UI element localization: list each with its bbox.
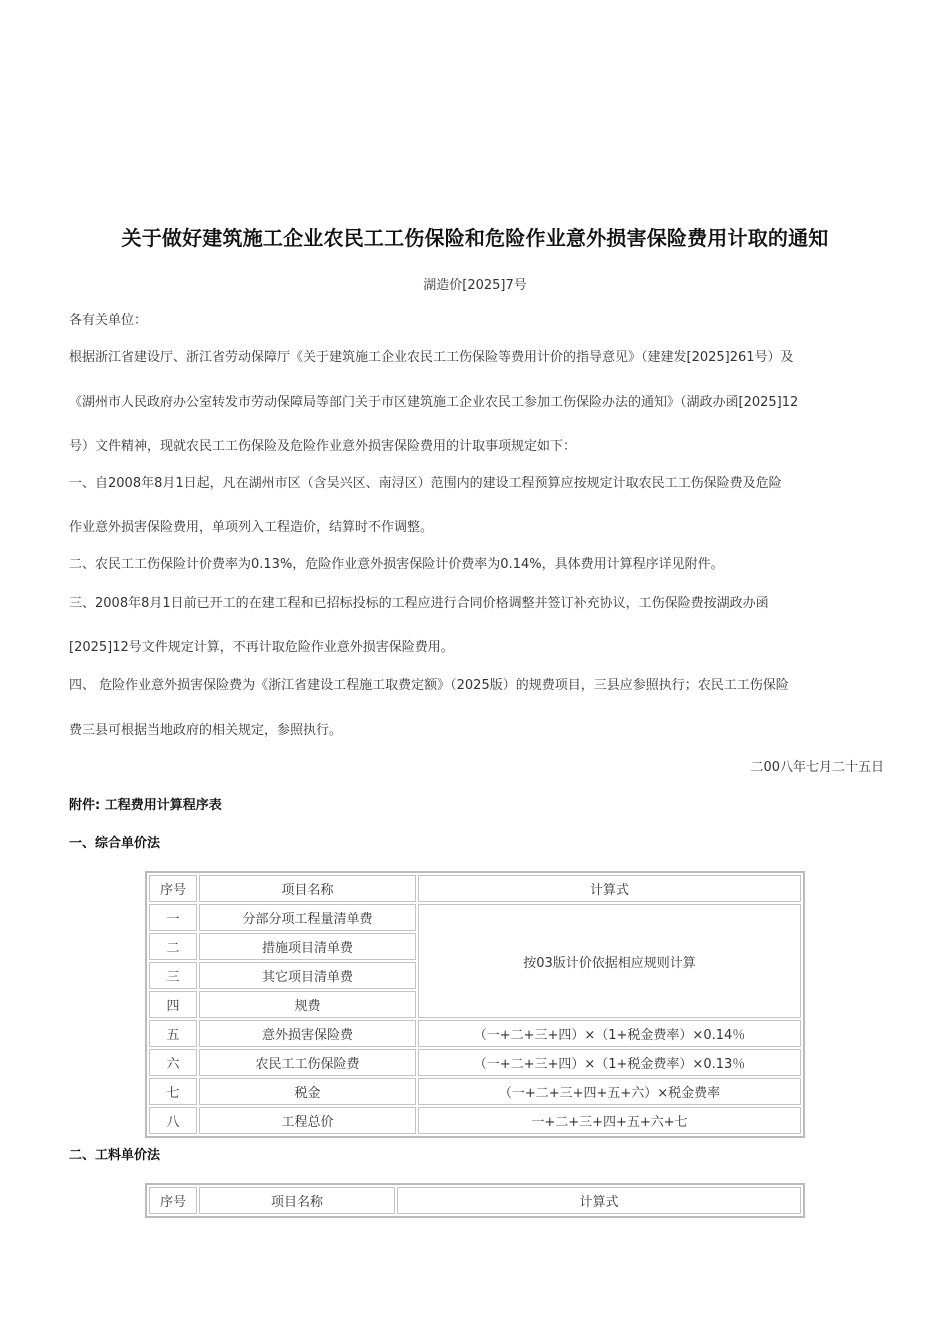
body-line: 三、2008年8月1日前已开工的在建工程和已招标投标的工程应进行合同价格调整并签订补充协议，工伤保险费按湖政办函 [69,596,769,611]
table-row [149,1049,801,1076]
body-line: 一、自2008年8月1日起，凡在湖州市区（含吴兴区、南浔区）范围内的建设工程预算应按规定计取农民工工伤保险费及危险 [69,476,782,491]
item-name: 税金 [199,1078,416,1105]
document-number: 湖造价[2025]7号 [423,278,527,293]
table-header-row [149,1187,801,1214]
header-cell: 序号 [149,875,197,902]
item-name: 措施项目清单费 [199,933,416,960]
item-name: 其它项目清单费 [199,962,416,989]
formula-cell: （一+二+三+四+五+六）×税金费率 [418,1078,801,1105]
fee-calculation-table [145,871,805,1138]
row-number: 二 [149,933,197,960]
body-line: 根据浙江省建设厅、浙江省劳动保障厅《关于建筑施工企业农民工工伤保险等费用计价的指导意见》（建建发[2025]261号）及 [69,350,794,365]
body-line: 号）文件精神，现就农民工工伤保险及危险作业意外损害保险费用的计取事项规定如下： [69,439,577,454]
document-title: 关于做好建筑施工企业农民工工伤保险和危险作业意外损害保险费用计取的通知 [121,226,829,250]
body-line: 费三县可根据当地政府的相关规定，参照执行。 [69,723,343,738]
section-title-material: 二、工料单价法 [69,1148,161,1163]
section-title-comprehensive: 一、综合单价法 [69,836,161,851]
salutation: 各有关单位： [69,313,148,328]
item-name: 规费 [199,991,416,1018]
header-cell: 项目名称 [199,875,416,902]
formula-cell: （一+二+三+四）×（1+税金费率）×0.13％ [418,1049,801,1076]
row-number: 五 [149,1020,197,1047]
row-number: 六 [149,1049,197,1076]
table-header-row [149,875,801,902]
body-line: [2025]12号文件规定计算，不再计取危险作业意外损害保险费用。 [69,640,454,655]
row-number: 三 [149,962,197,989]
body-line: 二、农民工工伤保险计价费率为0.13%，危险作业意外损害保险计价费率为0.14%，具体费用计算程序详见附件。 [69,557,724,572]
body-line: 《湖州市人民政府办公室转发市劳动保障局等部门关于市区建筑施工企业农民工参加工伤保险办法的通知》（湖政办函[2025]12 [69,395,799,410]
row-number: 七 [149,1078,197,1105]
table-row [149,1078,801,1105]
header-cell: 计算式 [418,875,801,902]
material-price-table [145,1183,805,1218]
formula-cell: 一+二+三+四+五+六+七 [418,1107,801,1134]
document-date: 二00八年七月二十五日 [750,760,884,775]
formula-cell: （一+二+三+四）×（1+税金费率）×0.14％ [418,1020,801,1047]
body-line: 四、 危险作业意外损害保险费为《浙江省建设工程施工取费定额》（2025版）的规费项目，三县应参照执行；农民工工伤保险 [69,678,789,693]
row-number: 八 [149,1107,197,1134]
merged-formula-cell: 按03版计价依据相应规则计算 [418,904,801,1018]
table-row [149,904,801,931]
item-name: 意外损害保险费 [199,1020,416,1047]
header-cell: 项目名称 [199,1187,395,1214]
item-name: 分部分项工程量清单费 [199,904,416,931]
header-cell: 计算式 [397,1187,801,1214]
row-number: 四 [149,991,197,1018]
attachment-title: 附件: 工程费用计算程序表 [69,798,222,813]
table-row [149,1107,801,1134]
item-name: 农民工工伤保险费 [199,1049,416,1076]
body-line: 作业意外损害保险费用，单项列入工程造价，结算时不作调整。 [69,520,434,535]
header-cell: 序号 [149,1187,197,1214]
table-row [149,1020,801,1047]
item-name: 工程总价 [199,1107,416,1134]
row-number: 一 [149,904,197,931]
